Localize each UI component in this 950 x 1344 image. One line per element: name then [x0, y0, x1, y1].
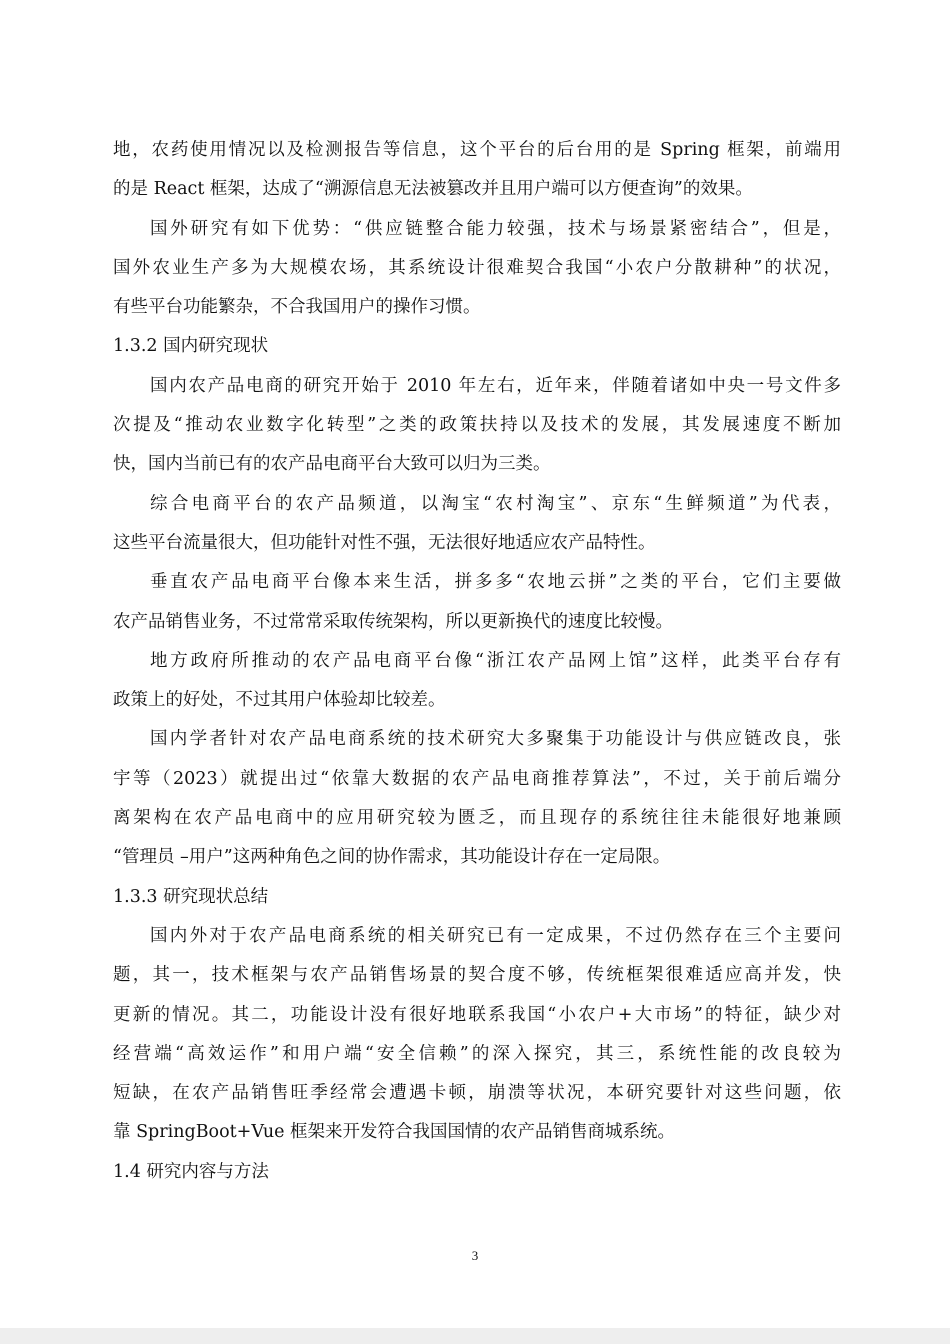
text-line: 综合电商平台的农产品频道，以淘宝“农村淘宝”、京东“生鲜频道”为代表，	[150, 493, 841, 514]
text-line: 政策上的好处，不过其用户体验却比较差。	[113, 690, 446, 711]
text-line: 离架构在农产品电商中的应用研究较为匮乏，而且现存的系统往往未能很好地兼顾	[113, 808, 841, 829]
text-line: 国内学者针对农产品电商系统的技术研究大多聚集于功能设计与供应链改良，张	[150, 729, 841, 750]
text-line: 短缺，在农产品销售旺季经常会遭遇卡顿，崩溃等状况，本研究要针对这些问题，依	[113, 1083, 841, 1104]
text-line: 的是 React 框架，达成了“溯源信息无法被篡改并且用户端可以方便查询”的效果。	[113, 179, 753, 200]
text-line: 次提及“推动农业数字化转型”之类的政策扶持以及技术的发展，其发展速度不断加	[113, 415, 841, 436]
text-line: 经营端“高效运作”和用户端“安全信赖”的深入探究，其三，系统性能的改良较为	[113, 1043, 841, 1064]
text-line: 地，农药使用情况以及检测报告等信息，这个平台的后台用的是 Spring 框架，前端用	[113, 140, 841, 160]
text-line: “管理员 –用户”这两种角色之间的协作需求，其功能设计存在一定局限。	[113, 847, 671, 868]
text-line: 快，国内当前已有的农产品电商平台大致可以归为三类。	[113, 454, 551, 475]
text-line: 国外研究有如下优势：“供应链整合能力较强，技术与场景紧密结合”，但是，	[150, 218, 841, 239]
text-line: 宇等（2023）就提出过“依靠大数据的农产品电商推荐算法”，不过，关于前后端分	[113, 768, 841, 789]
text-line: 更新的情况。其二，功能设计没有很好地联系我国“小农户+大市场”的特征，缺少对	[113, 1004, 841, 1025]
text-line: 国内农产品电商的研究开始于 2010 年左右，近年来，伴随着诸如中央一号文件多	[150, 375, 841, 396]
text-line: 国内外对于农产品电商系统的相关研究已有一定成果，不过仍然存在三个主要问	[150, 925, 841, 946]
section-heading-1-3-3: 1.3.3 研究现状总结	[113, 886, 269, 907]
text-line: 这些平台流量很大，但功能针对性不强，无法很好地适应农产品特性。	[113, 532, 656, 553]
text-line: 有些平台功能繁杂，不合我国用户的操作习惯。	[113, 297, 481, 318]
text-line: 国外农业生产多为大规模农场，其系统设计很难契合我国“小农户分散耕种”的状况，	[113, 257, 841, 278]
text-line: 农产品销售业务，不过常常采取传统架构，所以更新换代的速度比较慢。	[113, 611, 673, 632]
section-heading-1-4: 1.4 研究内容与方法	[113, 1161, 269, 1182]
body-text	[113, 131, 841, 1192]
text-line: 靠 SpringBoot+Vue 框架来开发符合我国国情的农产品销售商城系统。	[113, 1122, 676, 1143]
text-line: 垂直农产品电商平台像本来生活，拼多多“农地云拼”之类的平台，它们主要做	[150, 572, 841, 593]
section-heading-1-3-2: 1.3.2 国内研究现状	[113, 336, 269, 357]
page-bottom-edge	[0, 1328, 950, 1344]
text-line: 题，其一，技术框架与农产品销售场景的契合度不够，传统框架很难适应高并发，快	[113, 965, 841, 986]
page-number: 3	[471, 1248, 479, 1263]
text-line: 地方政府所推动的农产品电商平台像“浙江农产品网上馆”这样，此类平台存有	[150, 650, 841, 671]
